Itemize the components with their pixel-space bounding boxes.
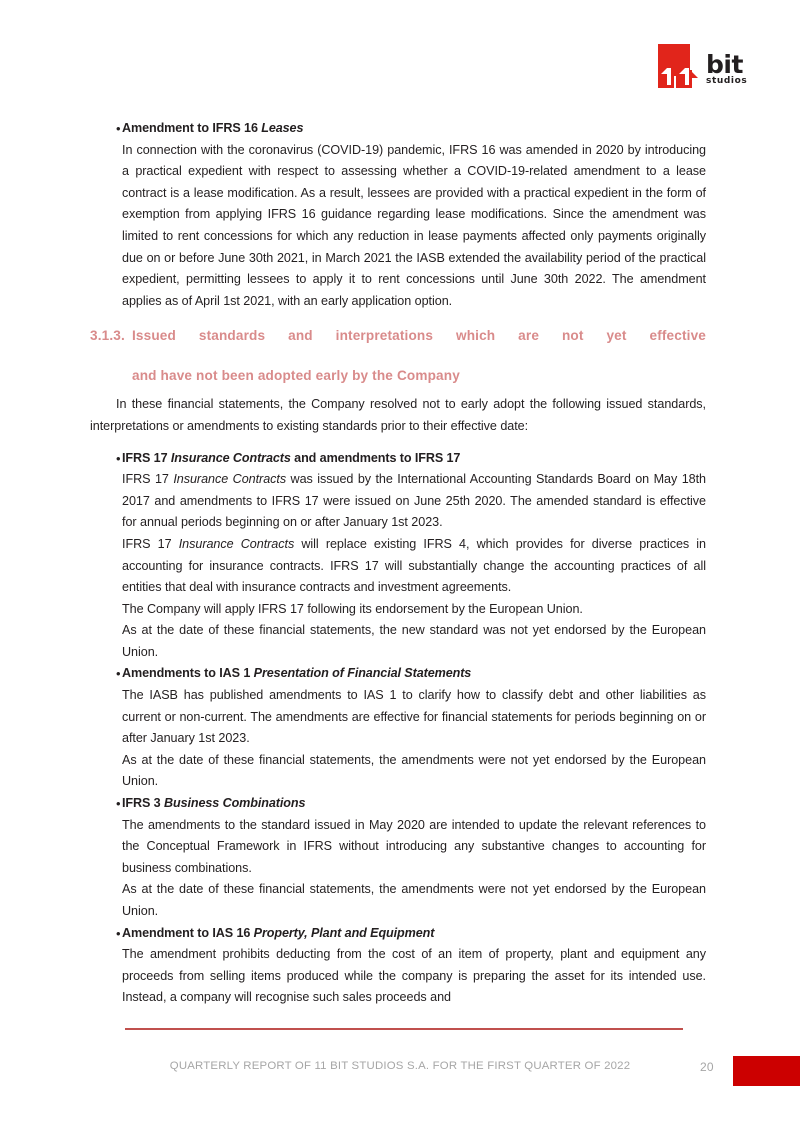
section-title-line-2: and have not been adopted early by the Company bbox=[132, 368, 460, 384]
bullet-icon: • bbox=[116, 121, 121, 136]
section-title-line-1: Issued standards and interpretations which are not yet effective bbox=[132, 328, 706, 344]
footer-title: QUARTERLY REPORT OF 11 BIT STUDIOS S.A. FOR THE FIRST QUARTER OF 2022 bbox=[169, 1060, 631, 1072]
document-content bbox=[90, 118, 707, 1009]
heading-text-plain: Amendment to IAS 16 bbox=[122, 925, 254, 940]
heading-text-tail: and amendments to IFRS 17 bbox=[290, 450, 461, 465]
heading-text-plain: IFRS 3 bbox=[122, 796, 164, 811]
logo-wordmark: bit bbox=[706, 50, 743, 79]
logo-subtitle: studios bbox=[706, 76, 748, 86]
list-item-body bbox=[122, 118, 706, 312]
heading-text-italic: Business Combinations bbox=[164, 796, 306, 811]
section-number: 3.1.3. bbox=[90, 328, 125, 344]
list-item-body bbox=[122, 663, 706, 793]
intro-paragraph: In these financial statements, the Company resolved not to early adopt the following issued standards, interpretations or amendments to existing standards prior to their effective date: bbox=[90, 397, 706, 433]
list-item bbox=[94, 448, 706, 664]
section-title bbox=[132, 326, 706, 386]
list-item-body bbox=[122, 793, 706, 923]
heading-text-italic: Leases bbox=[261, 121, 304, 135]
paragraph: In connection with the coronavirus (COVID-19) pandemic, IFRS 16 was amended in 2020 by introducing a practical expedient with respect to assessing whether a COVID-19-related amendment to a lease contract is a lease modification. As a result, lessees are provided with a practical expedient in the form of exemption from applying IFRS 16 guidance regarding lease modifications. Since the amendment was limited to rent concessions for which any reduction in lease payments affected only payments originally due on or before June 30th 2021, in March 2021 the IASB extended the availability period of the practical expedient, permitting lessees to apply it to rent concessions until June 30th 2022. The amendment applies as of April 1st 2021, with an early application option. bbox=[122, 142, 706, 308]
paragraph: The Company will apply IFRS 17 following its endorsement by the European Union. bbox=[122, 601, 583, 616]
list-item-body bbox=[122, 448, 706, 664]
bullet-icon: • bbox=[116, 450, 121, 466]
footer-divider bbox=[125, 1028, 683, 1030]
bullet-icon: • bbox=[116, 666, 121, 682]
company-logo bbox=[658, 44, 748, 96]
paragraph-italic: Insurance Contracts bbox=[178, 536, 295, 551]
list-item-heading bbox=[122, 118, 706, 140]
list-item bbox=[94, 118, 706, 312]
bullet-icon: • bbox=[116, 796, 121, 812]
paragraph bbox=[122, 534, 706, 599]
paragraph: The amendment prohibits deducting from the cost of an item of property, plant and equipment any proceeds from selling items produced while the company is preparing the asset for its intended use. Instead, a company will recognise such sales proceeds and bbox=[122, 947, 706, 1005]
paragraph-italic: Insurance Contracts bbox=[173, 472, 287, 487]
heading-text-plain: Amendments to IAS 1 bbox=[122, 666, 254, 681]
page-header bbox=[0, 0, 800, 110]
list-item-body bbox=[122, 923, 706, 1009]
section-heading bbox=[90, 326, 706, 386]
paragraph: As at the date of these financial statements, the amendments were not yet endorsed by the European Union. bbox=[122, 882, 706, 918]
paragraph-post: was issued by the International Accounting Standards Board on May 18th 2017 and amendments to IFRS 17 were issued on June 25th 2020. The amended standard is effective for annual periods beginning on or after January 1st 2023. bbox=[122, 472, 707, 530]
footer-accent-block bbox=[733, 1056, 800, 1086]
list-item-heading bbox=[122, 793, 706, 815]
list-item bbox=[94, 663, 706, 793]
bullet-icon: • bbox=[116, 925, 121, 941]
paragraph: As at the date of these financial statements, the amendments were not yet endorsed by the European Union. bbox=[122, 752, 706, 789]
list-item-heading bbox=[122, 923, 706, 945]
heading-text-italic: Property, Plant and Equipment bbox=[253, 925, 435, 940]
heading-text-italic: Insurance Contracts bbox=[170, 450, 291, 465]
heading-text-plain: Amendment to IFRS 16 bbox=[122, 121, 262, 135]
paragraph bbox=[122, 469, 706, 534]
page-number: 20 bbox=[700, 1060, 714, 1074]
paragraph: The amendments to the standard issued in May 2020 are intended to update the relevant references to the Conceptual Framework in IFRS without introducing any substantive changes to accounting for business combinations. bbox=[122, 817, 706, 875]
list-item bbox=[94, 923, 706, 1009]
paragraph: The IASB has published amendments to IAS 1 to clarify how to classify debt and other liabilities as current or non-current. The amendments are effective for financial statements for periods beginning on or after January 1st 2023. bbox=[122, 688, 706, 746]
list-item bbox=[94, 793, 706, 923]
eleven-bit-mark-icon bbox=[658, 44, 702, 88]
paragraph-pre: IFRS 17 bbox=[122, 472, 174, 487]
heading-text-plain: IFRS 17 bbox=[122, 450, 171, 465]
paragraph: As at the date of these financial statements, the new standard was not yet endorsed by the European Union. bbox=[122, 623, 706, 659]
paragraph-pre: IFRS 17 bbox=[122, 536, 179, 551]
paragraph-post: will replace existing IFRS 4, which provides for diverse practices in accounting for insurance contracts. IFRS 17 will substantially change the accounting practices of all entities that deal with insurance contracts and investment agreements. bbox=[122, 536, 707, 595]
list-item-heading bbox=[122, 663, 706, 685]
spacer bbox=[94, 438, 706, 448]
list-item-heading bbox=[122, 448, 706, 470]
heading-text-italic: Presentation of Financial Statements bbox=[253, 666, 472, 681]
